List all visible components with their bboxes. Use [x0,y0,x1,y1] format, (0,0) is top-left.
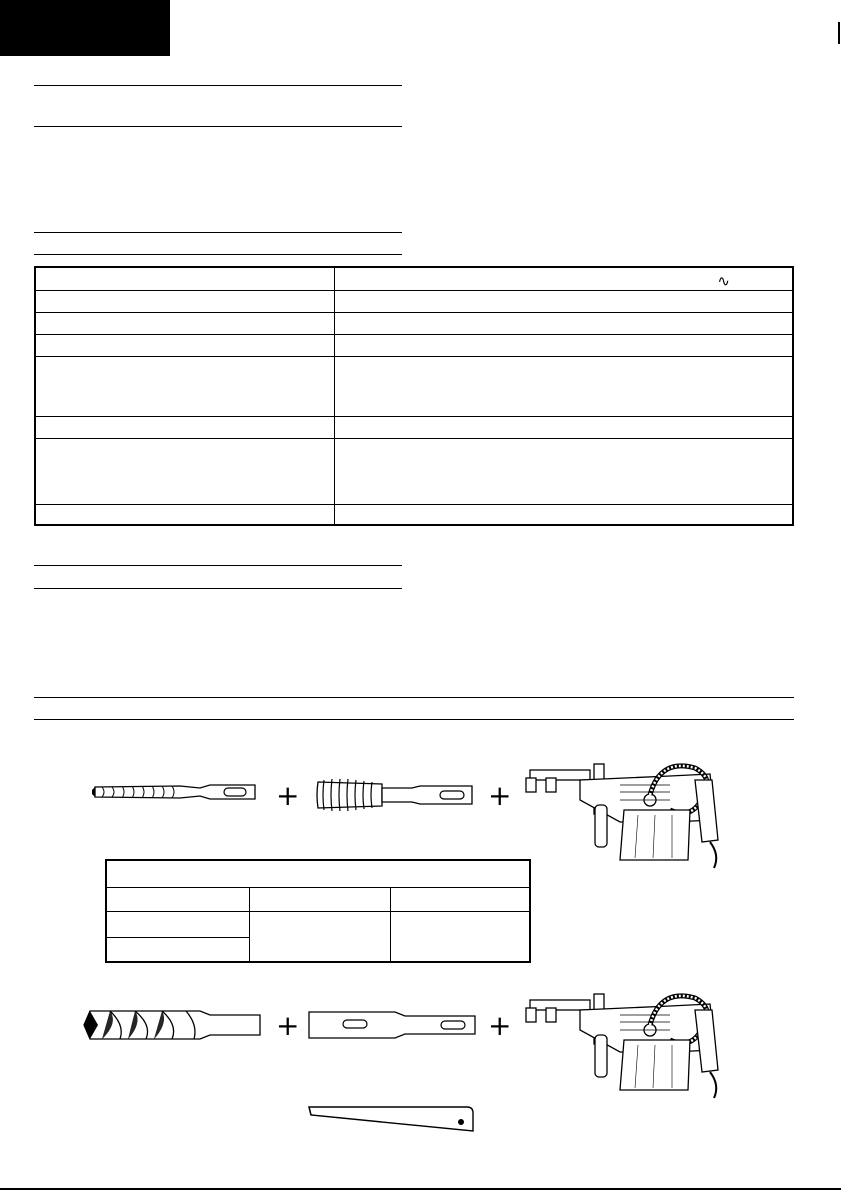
section-rule [34,697,794,698]
section-rule [34,232,402,233]
spec-table-row-divider [36,312,792,313]
sub-table-row-divider [107,887,529,888]
plus-sign: + [276,1009,300,1042]
drill-bit-icon [90,777,260,807]
section-rule [34,565,402,566]
spec-table-row-divider [36,334,792,335]
plus-sign: + [276,779,300,812]
rotary-hammer-icon [520,990,750,1100]
bottom-rule [0,1188,841,1190]
ac-current-symbol: ∿ [717,272,730,290]
plus-sign: + [488,1009,512,1042]
plus-sign: + [488,779,512,812]
section-rule [34,719,794,720]
crop-mark [838,22,840,44]
spec-table-row-divider [36,438,792,439]
sub-table-row-divider [107,937,249,938]
spec-table-column-divider [334,268,335,524]
section-rule [34,85,402,86]
sub-table-column-divider [390,887,391,961]
cotter-wedge-icon [305,1103,477,1137]
section-rule [34,126,402,127]
section-rule [34,254,402,255]
sub-table-row-divider [107,911,529,912]
section-rule [34,588,402,589]
spec-table-row-divider [36,290,792,291]
cup-adapter-icon [312,770,477,820]
rotary-hammer-icon [520,760,750,870]
spec-table-row-divider [36,504,792,505]
bit-compatibility-table [105,859,531,963]
specifications-table [34,266,794,526]
header-block [0,0,170,56]
taper-adapter-icon [305,1008,480,1042]
twist-drill-icon [80,1005,265,1045]
spec-table-row-divider [36,356,792,357]
sub-table-column-divider [249,887,250,961]
spec-table-row-divider [36,416,792,417]
